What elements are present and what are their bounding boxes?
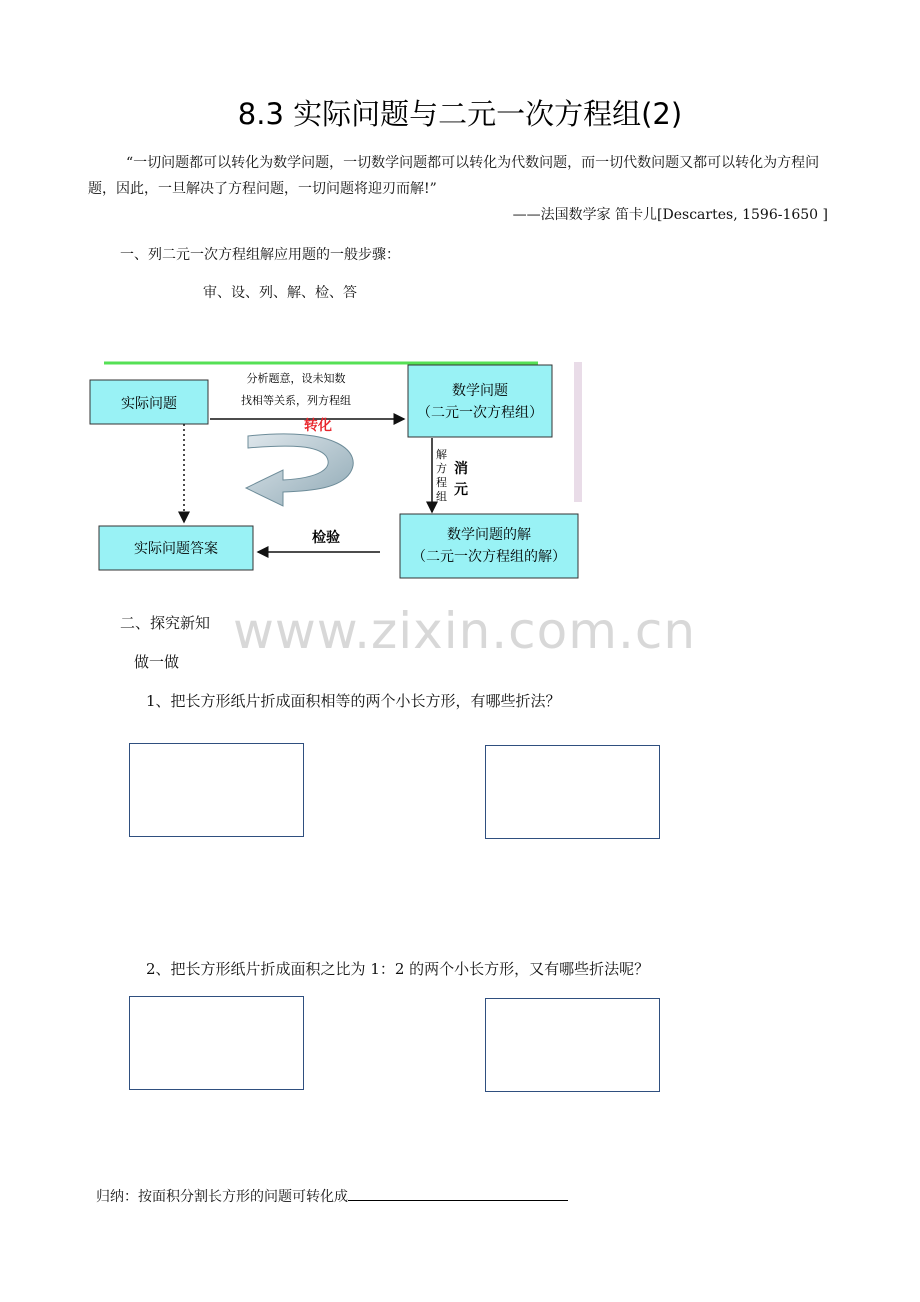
- box-math-line2: （二元一次方程组）: [417, 405, 543, 421]
- summary-line: [96, 1186, 568, 1206]
- arrow-label-1: 分析题意，设未知数: [246, 372, 346, 385]
- arrow-label-2: 找相等关系，列方程组: [241, 394, 351, 407]
- box-math-line1: 数学问题: [452, 383, 508, 399]
- check-label: 检验: [312, 530, 340, 546]
- svg-text:元: 元: [454, 482, 468, 498]
- rectangle-q1-left: [129, 743, 304, 837]
- transform-label: 转化: [304, 418, 332, 434]
- process-diagram: [88, 358, 588, 583]
- rectangle-q1-right: [485, 745, 660, 839]
- rectangle-q2-left: [129, 996, 304, 1090]
- svg-text:解: 解: [436, 448, 447, 461]
- quote-attribution: ——法国数学家 笛卡儿[Descartes, 1596-1650 ]: [512, 207, 828, 223]
- watermark: www.zixin.com.cn: [233, 602, 697, 660]
- svg-text:组: 组: [436, 490, 447, 503]
- box-actual-label: 实际问题: [121, 396, 177, 412]
- solve-label: [436, 447, 447, 503]
- box-solution-line2: （二元一次方程组的解）: [412, 549, 566, 565]
- box-answer-label: 实际问题答案: [134, 541, 218, 557]
- summary-text: 归纳：按面积分割长方形的问题可转化成: [96, 1189, 348, 1205]
- right-edge-decoration: [574, 362, 582, 502]
- rectangle-q2-right: [485, 998, 660, 1092]
- box-math-solution: [400, 514, 578, 578]
- question-2: 2、把长方形纸片折成面积之比为 1：2 的两个小长方形，又有哪些折法呢？: [146, 960, 650, 978]
- transform-swoosh: [246, 434, 353, 506]
- box-solution-line1: 数学问题的解: [447, 527, 531, 543]
- box-actual-problem: [90, 380, 208, 424]
- box-actual-answer: [99, 526, 253, 570]
- box-math-problem: [408, 365, 552, 437]
- quote-text: “一切问题都可以转化为数学问题，一切数学问题都可以转化为代数问题，而一切代数问题又都可以转化为方程问题，因此，一旦解决了方程问题，一切问题将迎刃而解!”: [88, 155, 820, 197]
- page-title: 8.3 实际问题与二元一次方程组(2): [237, 97, 683, 131]
- steps-list: 审、设、列、解、检、答: [203, 285, 357, 301]
- section-heading-steps: 一、列二元一次方程组解应用题的一般步骤：: [120, 247, 400, 263]
- summary-blank[interactable]: [348, 1186, 568, 1201]
- svg-text:消: 消: [454, 461, 468, 477]
- svg-text:方: 方: [436, 462, 447, 475]
- section-heading-explore: 二、探究新知: [120, 614, 211, 632]
- question-1: 1、把长方形纸片折成面积相等的两个小长方形，有哪些折法？: [146, 692, 561, 710]
- subheading-do-it: 做一做: [134, 653, 180, 671]
- svg-text:程: 程: [436, 476, 447, 489]
- eliminate-label: [454, 460, 468, 498]
